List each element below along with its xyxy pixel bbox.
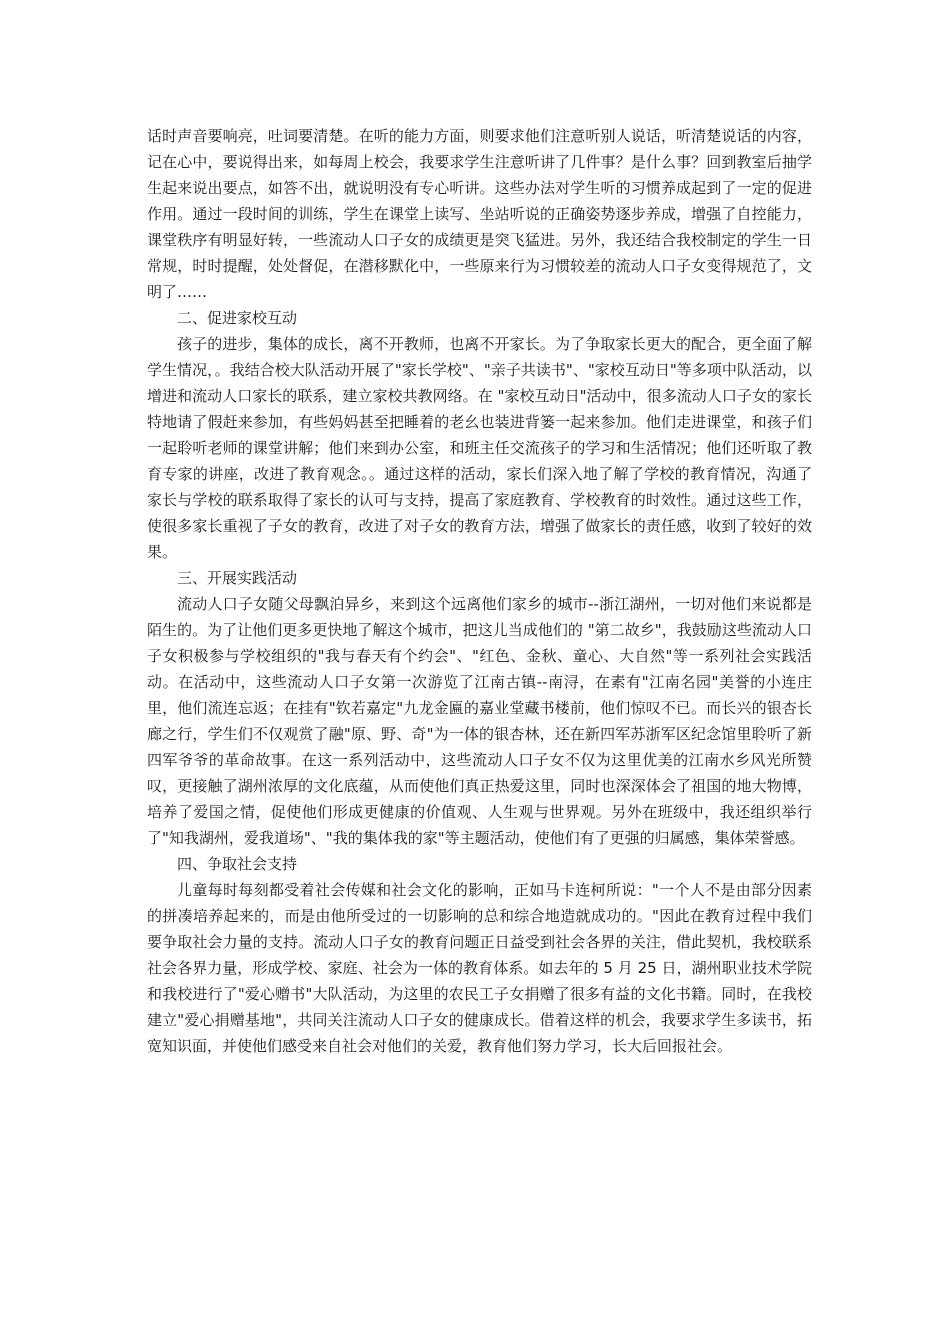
section-heading-2: 二、促进家校互动 <box>177 309 298 327</box>
section-heading-3: 三、开展实践活动 <box>177 569 298 587</box>
paragraph-home-school: 孩子的进步，集体的成长，离不开教师，也离不开家长。为了争取家长更大的配合，更全面了解学生情况，。我结合校大队活动开展了"家长学校"、"亲子共读书"、"家校互动日"等多项中队活动，以增进和流动人口家长的联系，建立家校共教网络。在 "家校互动日"活动中，很多流动人口子女的家长特地请了假赶来参加，有些妈妈甚至把睡着的老幺也装进背篓一起来参加。他们走进课堂，和孩子们一起聆听老师的课堂讲解；他们来到办公室，和班主任交流孩子的学习和生活情况；他们还听取了教育专家的讲座，改进了教育观念。。通过这样的活动，家长们深入地了解了学校的教育情况，沟通了家长与学校的联系取得了家长的认可与支持，提高了家庭教育、学校教育的时效性。通过这些工作，使很多家长重视了子女的教育，改进了对子女的教育方法，增强了做家长的责任感，收到了较好的效果。 <box>147 335 812 561</box>
document-body <box>147 123 812 1059</box>
paragraph-social-support: 儿童每时每刻都受着社会传媒和社会文化的影响，正如马卡连柯所说："一个人不是由部分因素的拼凑培养起来的，而是由他所受过的一切影响的总和综合地造就成功的。"因此在教育过程中我们要争取社会力量的支持。流动人口子女的教育问题正日益受到社会各界的关注，借此契机，我校联系社会各界力量，形成学校、家庭、社会为一体的教育体系。如去年的 5 月 25 日，湖州职业技术学院和我校进行了"爱心赠书"大队活动，为这里的农民工子女捐赠了很多有益的文化书籍。同时，在我校建立"爱心捐赠基地"，共同关注流动人口子女的健康成长。借着这样的机会，我要求学生多读书，拓宽知识面，并使他们感受来自社会对他们的关爱，教育他们努力学习，长大后回报社会。 <box>147 881 812 1055</box>
paragraph-practice-activities: 流动人口子女随父母飘泊异乡，来到这个远离他们家乡的城市--浙江湖州，一切对他们来说都是陌生的。为了让他们更多更快地了解这个城市，把这儿当成他们的 "第二故乡"，我鼓励这些流动人口子女积极参与学校组织的"我与春天有个约会"、"红色、金秋、童心、大自然"等一系列社会实践活动。在活动中，这些流动人口子女第一次游览了江南古镇--南浔，在素有"江南名园"美誉的小连庄里，他们流连忘返；在挂有"钦若嘉定"九龙金匾的嘉业堂藏书楼前，他们惊叹不已。而长兴的银杏长廊之行，学生们不仅观赏了融"原、野、奇"为一体的银杏林，还在新四军苏浙军区纪念馆里聆听了新四军爷爷的革命故事。在这一系列活动中，这些流动人口子女不仅为这里优美的江南水乡风光所赞叹，更接触了湖州浓厚的文化底蕴，从而使他们真正热爱这里，同时也深深体会了祖国的地大物博，培养了爱国之情，促使他们形成更健康的价值观、人生观与世界观。另外在班级中，我还组织举行了"知我湖州，爱我道场"、"我的集体我的家"等主题活动，使他们有了更强的归属感，集体荣誉感。 <box>147 595 812 847</box>
section-heading-4: 四、争取社会支持 <box>177 855 298 873</box>
paragraph-continuation: 话时声音要响亮，吐词要清楚。在听的能力方面，则要求他们注意听别人说话，听清楚说话的内容，记在心中，要说得出来，如每周上校会，我要求学生注意听讲了几件事？是什么事？回到教室后抽学生起来说出要点，如答不出，就说明没有专心听讲。这些办法对学生听的习惯养成起到了一定的促进作用。通过一段时间的训练，学生在课堂上读写、坐站听说的正确姿势逐步养成，增强了自控能力，课堂秩序有明显好转，一些流动人口子女的成绩更是突飞猛进。另外，我还结合我校制定的学生一日常规，时时提醒，处处督促，在潜移默化中，一些原来行为习惯较差的流动人口子女变得规范了，文明了…… <box>147 127 812 301</box>
